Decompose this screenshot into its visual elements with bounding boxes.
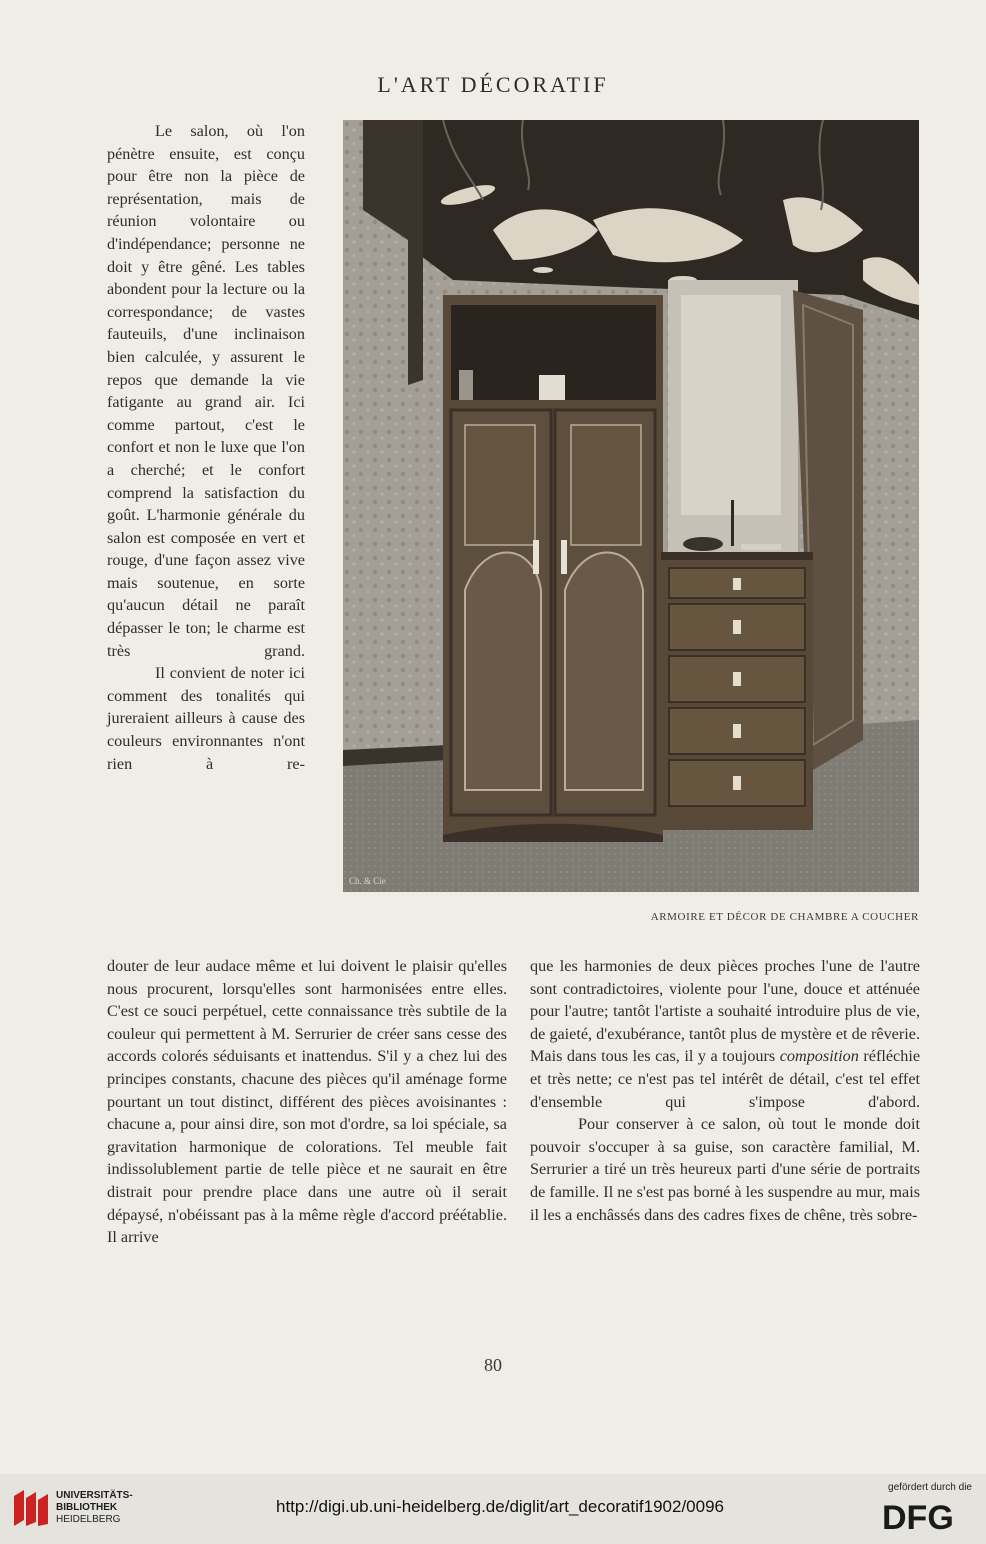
library-logo-icon [10, 1486, 52, 1530]
photo-signature: Ch. & Cie [349, 876, 386, 886]
funded-by-label: gefördert durch die [888, 1482, 972, 1493]
paragraph-left: douter de leur audace même et lui doivent le plaisir qu'elles nous procurent, lorsqu'elles sont harmonisées entre elles. C'est ce souci perpétuel, cette connaissance très subtile de la couleur qui permettent à M. Serrurier de créer sans cesse des accords colorés séduisants et inattendus. S'il y a chez lui des principes constants, chacune des pièces qu'il aménage forme pourtant un tout distinct, différent des pièces avoisinantes : chacune a, pour ainsi dire, son mot d'ordre, sa loi spéciale, sa gravitation harmonique de colorations. Tel meuble fait indissolublement partie de telle pièce et ne saurait en être distrait pour prendre place dans une autre où il serait dépaysé, n'obéissant pas à la même règle d'accord préétablie. Il arrive [107, 957, 507, 1247]
paragraph-portraits: Pour conserver à ce salon, où tout le monde doit pouvoir s'occuper à sa guise, son caractère familial, M. Serrurier a tiré un très heureux parti d'une série de portraits de famille. Il ne s'est pas borné à les suspendre au mur, mais il les a enchâssés dans des cadres fixes de chêne, très sobre- [530, 1115, 920, 1224]
library-name-line1: UNIVERSITÄTS- [56, 1490, 133, 1501]
library-name [56, 1490, 133, 1526]
paragraph-harmonies-b: réfléchie et très nette; ce n'est pas tel intérêt de détail, c'est tel effet d'ensemble qui s'impose d'abord. [530, 1047, 921, 1111]
wardrobe-illustration [343, 120, 919, 892]
figure-caption: ARMOIRE ET DÉCOR DE CHAMBRE A COUCHER [650, 911, 919, 923]
left-column [107, 955, 507, 1249]
paragraph-harmonies-a: que les harmonies de deux pièces proches l'une de l'autre sont contradictoires, violente pour l'une, douce et atténuée pour l'autre; tantôt l'artiste a souhaité introduire plus de vie, de gaieté, d'exubérance, tantôt plus de mystère et de rêverie. Mais dans tous les cas, il y a toujours [530, 957, 920, 1066]
page-number: 80 [484, 1355, 502, 1375]
paragraph-tonalites-start: Il convient de noter ici comment des tonalités qui jureraient ailleurs à cause des couleurs environnantes n'ont rien à re- [107, 664, 305, 773]
right-column [530, 955, 920, 1226]
dfg-logo [880, 1498, 972, 1534]
digitization-footer [0, 1474, 986, 1544]
paragraph-harmonies [530, 955, 920, 1113]
emphasis-composition: composition [779, 1047, 859, 1066]
narrow-column [107, 120, 305, 775]
dfg-logo-text: DFG [882, 1499, 954, 1534]
paragraph-salon: Le salon, où l'on pénètre ensuite, est conçu pour être non la pièce de représentation, mais de réunion volontaire ou d'indépendance; personne ne doit y être gêné. Les tables abondent pour la lecture ou la correspondance; de vastes fauteuils, d'une inclinaison bien calculée, y assurent le repos que demande la vie fatigante au grand air. Ici comme partout, c'est le confort et non le luxe que l'on a cherché; et le confort comprend la satisfaction du goût. L'harmonie générale du salon est composée en vert et rouge, d'une façon assez vive mais soutenue, en sorte qu'aucun détail ne paraît dépasser le ton; le charme est très grand. [107, 122, 305, 660]
library-name-line2: BIBLIOTHEK [56, 1502, 118, 1513]
permalink-url[interactable]: http://digi.ub.uni-heidelberg.de/diglit/art_decoratif1902/0096 [276, 1497, 724, 1516]
cabinet-photograph [343, 120, 919, 892]
running-title: L'ART DÉCORATIF [377, 72, 609, 97]
library-name-line3: HEIDELBERG [56, 1514, 121, 1525]
